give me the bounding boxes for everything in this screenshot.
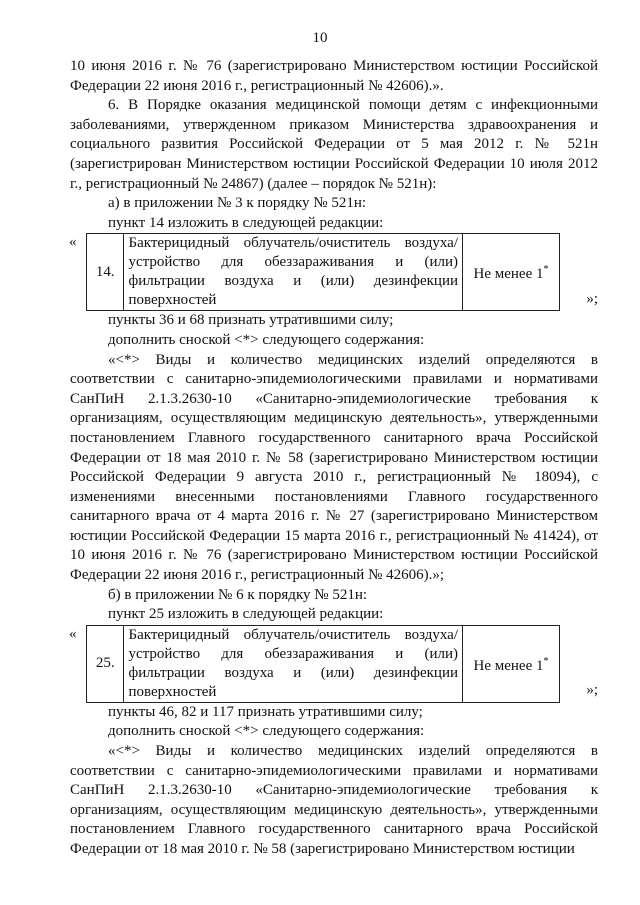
paragraph: пункты 36 и 68 признать утратившими силу; — [108, 312, 394, 329]
quantity-text: Не менее 1 — [473, 657, 544, 674]
paragraph: пункт 14 изложить в следующей редакции: — [108, 214, 384, 231]
table-row — [87, 625, 560, 702]
quote-close: »; — [586, 290, 598, 307]
row-number: 25. — [87, 625, 124, 702]
amendment-table-1 — [70, 233, 598, 311]
amendment-table-2 — [70, 625, 598, 703]
quantity-text: Не менее 1 — [473, 266, 544, 283]
quote-open: « — [69, 625, 77, 642]
equipment-description: Бактерицидный облучатель/очиститель воздуха/устройство для обеззараживания и (или) фильтрации воздуха и (или) дезинфекции поверхностей — [124, 625, 463, 702]
paragraph: 6. В Порядке оказания медицинской помощи детям с инфекционными заболеваниями, утвержденном приказом Министерства здравоохранения и социального развития Российской Федерации от 5 мая 2012 г. № 521н (зарегистрирован Министерством юстиции Российской Федерации 10 июля 2012 г., регистрационный № 24867) (далее – порядок № 521н): — [70, 97, 598, 192]
footnote-mark: * — [543, 655, 549, 667]
quote-close: »; — [586, 682, 598, 699]
paragraph: а) в приложении № 3 к порядку № 521н: — [108, 195, 367, 212]
paragraph: дополнить сноской <*> следующего содержания: — [108, 723, 425, 740]
equipment-quantity — [463, 234, 560, 311]
table-row — [87, 234, 560, 311]
quote-open: « — [69, 234, 77, 251]
paragraph: «<*> Виды и количество медицинских изделий определяются в соответствии с санитарно-эпидемиологическими правилами и нормативами СанПиН 2.1.3.2630-10 «Санитарно-эпидемиологические требования к организациям, осуществляющим медицинскую деятельность», утвержденными постановлением Главного государственного санитарного врача Российской Федерации от 18 мая 2010 г. № 58 (зарегистрировано Министерством юстиции — [70, 743, 598, 857]
equipment-table — [86, 625, 560, 703]
document-body — [70, 57, 598, 860]
paragraph: «<*> Виды и количество медицинских изделий определяются в соответствии с санитарно-эпидемиологическими правилами и нормативами СанПиН 2.1.3.2630-10 «Санитарно-эпидемиологические требования к организациям, осуществляющим медицинскую деятельность», утвержденными постановлением Главного государственного санитарного врача Российской Федерации от 18 мая 2010 г. № 58 (зарегистрировано Министерством юстиции Российской Федерации 9 августа 2010 г., регистрационный № 18094), с изменениями внесенными постановлениями Главного государственного санитарного врача от 4 марта 2016 г. № 27 (зарегистрировано Министерством юстиции Российской Федерации 15 марта 2016 г., регистрационный № 41424), от 10 июня 2016 г. № 76 (зарегистрировано Министерством юстиции Российской Федерации 22 июня 2016 г., регистрационный № 42606).»; — [70, 351, 598, 584]
equipment-table — [86, 233, 560, 311]
paragraph: 10 июня 2016 г. № 76 (зарегистрировано Министерством юстиции Российской Федерации 22 июня 2016 г., регистрационный № 42606).». — [70, 58, 598, 94]
row-number: 14. — [87, 234, 124, 311]
paragraph: пункт 25 изложить в следующей редакции: — [108, 606, 384, 623]
footnote-mark: * — [543, 264, 549, 276]
paragraph: пункты 46, 82 и 117 признать утратившими силу; — [108, 703, 423, 720]
equipment-description: Бактерицидный облучатель/очиститель воздуха/устройство для обеззараживания и (или) фильтрации воздуха и (или) дезинфекции поверхностей — [124, 234, 463, 311]
paragraph: дополнить сноской <*> следующего содержания: — [108, 331, 425, 348]
page-number: 10 — [312, 30, 328, 46]
paragraph: б) в приложении № 6 к порядку № 521н: — [108, 586, 368, 603]
equipment-quantity — [463, 625, 560, 702]
